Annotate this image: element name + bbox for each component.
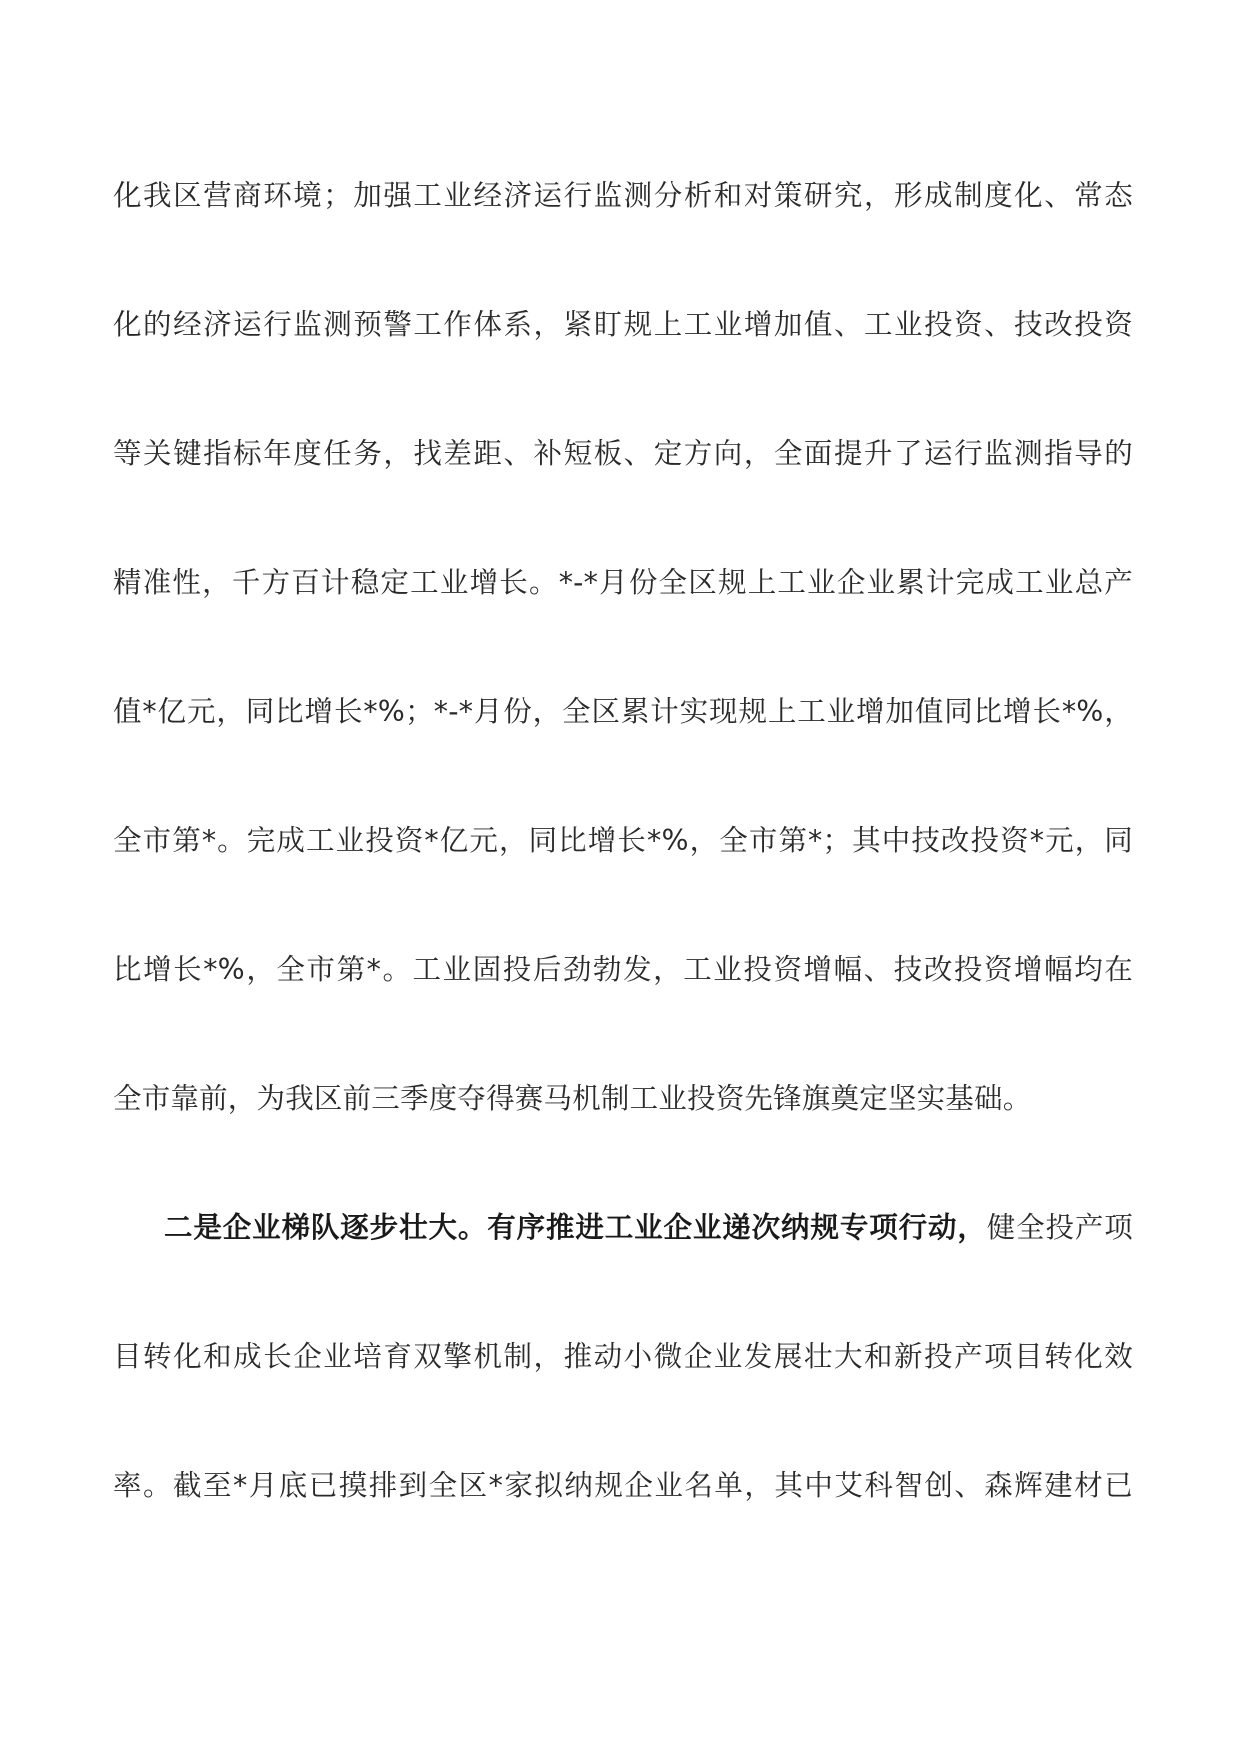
paragraph-line-7: 比增长*%，全市第*。工业固投后劲勃发，工业投资增幅、技改投资增幅均在: [113, 953, 1133, 986]
paragraph-line-5: 值*亿元，同比增长*%；*-*月份，全区累计实现规上工业增加值同比增长*%，: [113, 695, 1133, 728]
paragraph-2-first-line-rest: 健全投产项: [986, 1211, 1133, 1244]
paragraph-line-6: 全市第*。完成工业投资*亿元，同比增长*%，全市第*；其中技改投资*元，同: [113, 824, 1133, 857]
paragraph-2-first-line: [164, 1208, 1133, 1248]
paragraph-line-2: 化的经济运行监测预警工作体系，紧盯规上工业增加值、工业投资、技改投资: [113, 308, 1133, 341]
paragraph-2-line-2: 目转化和成长企业培育双擎机制，推动小微企业发展壮大和新投产项目转化效: [113, 1340, 1133, 1373]
paragraph-line-1: 化我区营商环境；加强工业经济运行监测分析和对策研究，形成制度化、常态: [113, 179, 1133, 212]
paragraph-line-3: 等关键指标年度任务，找差距、补短板、定方向，全面提升了运行监测指导的: [113, 437, 1133, 470]
paragraph-line-4: 精准性，千方百计稳定工业增长。*-*月份全区规上工业企业累计完成工业总产: [113, 566, 1133, 599]
paragraph-2-line-3: 率。截至*月底已摸排到全区*家拟纳规企业名单，其中艾科智创、森辉建材已: [113, 1469, 1133, 1502]
paragraph-line-8: 全市靠前，为我区前三季度夺得赛马机制工业投资先锋旗奠定坚实基础。: [113, 1082, 1032, 1115]
section-heading-bold: 二是企业梯队逐步壮大。有序推进工业企业递次纳规专项行动，: [164, 1211, 987, 1244]
